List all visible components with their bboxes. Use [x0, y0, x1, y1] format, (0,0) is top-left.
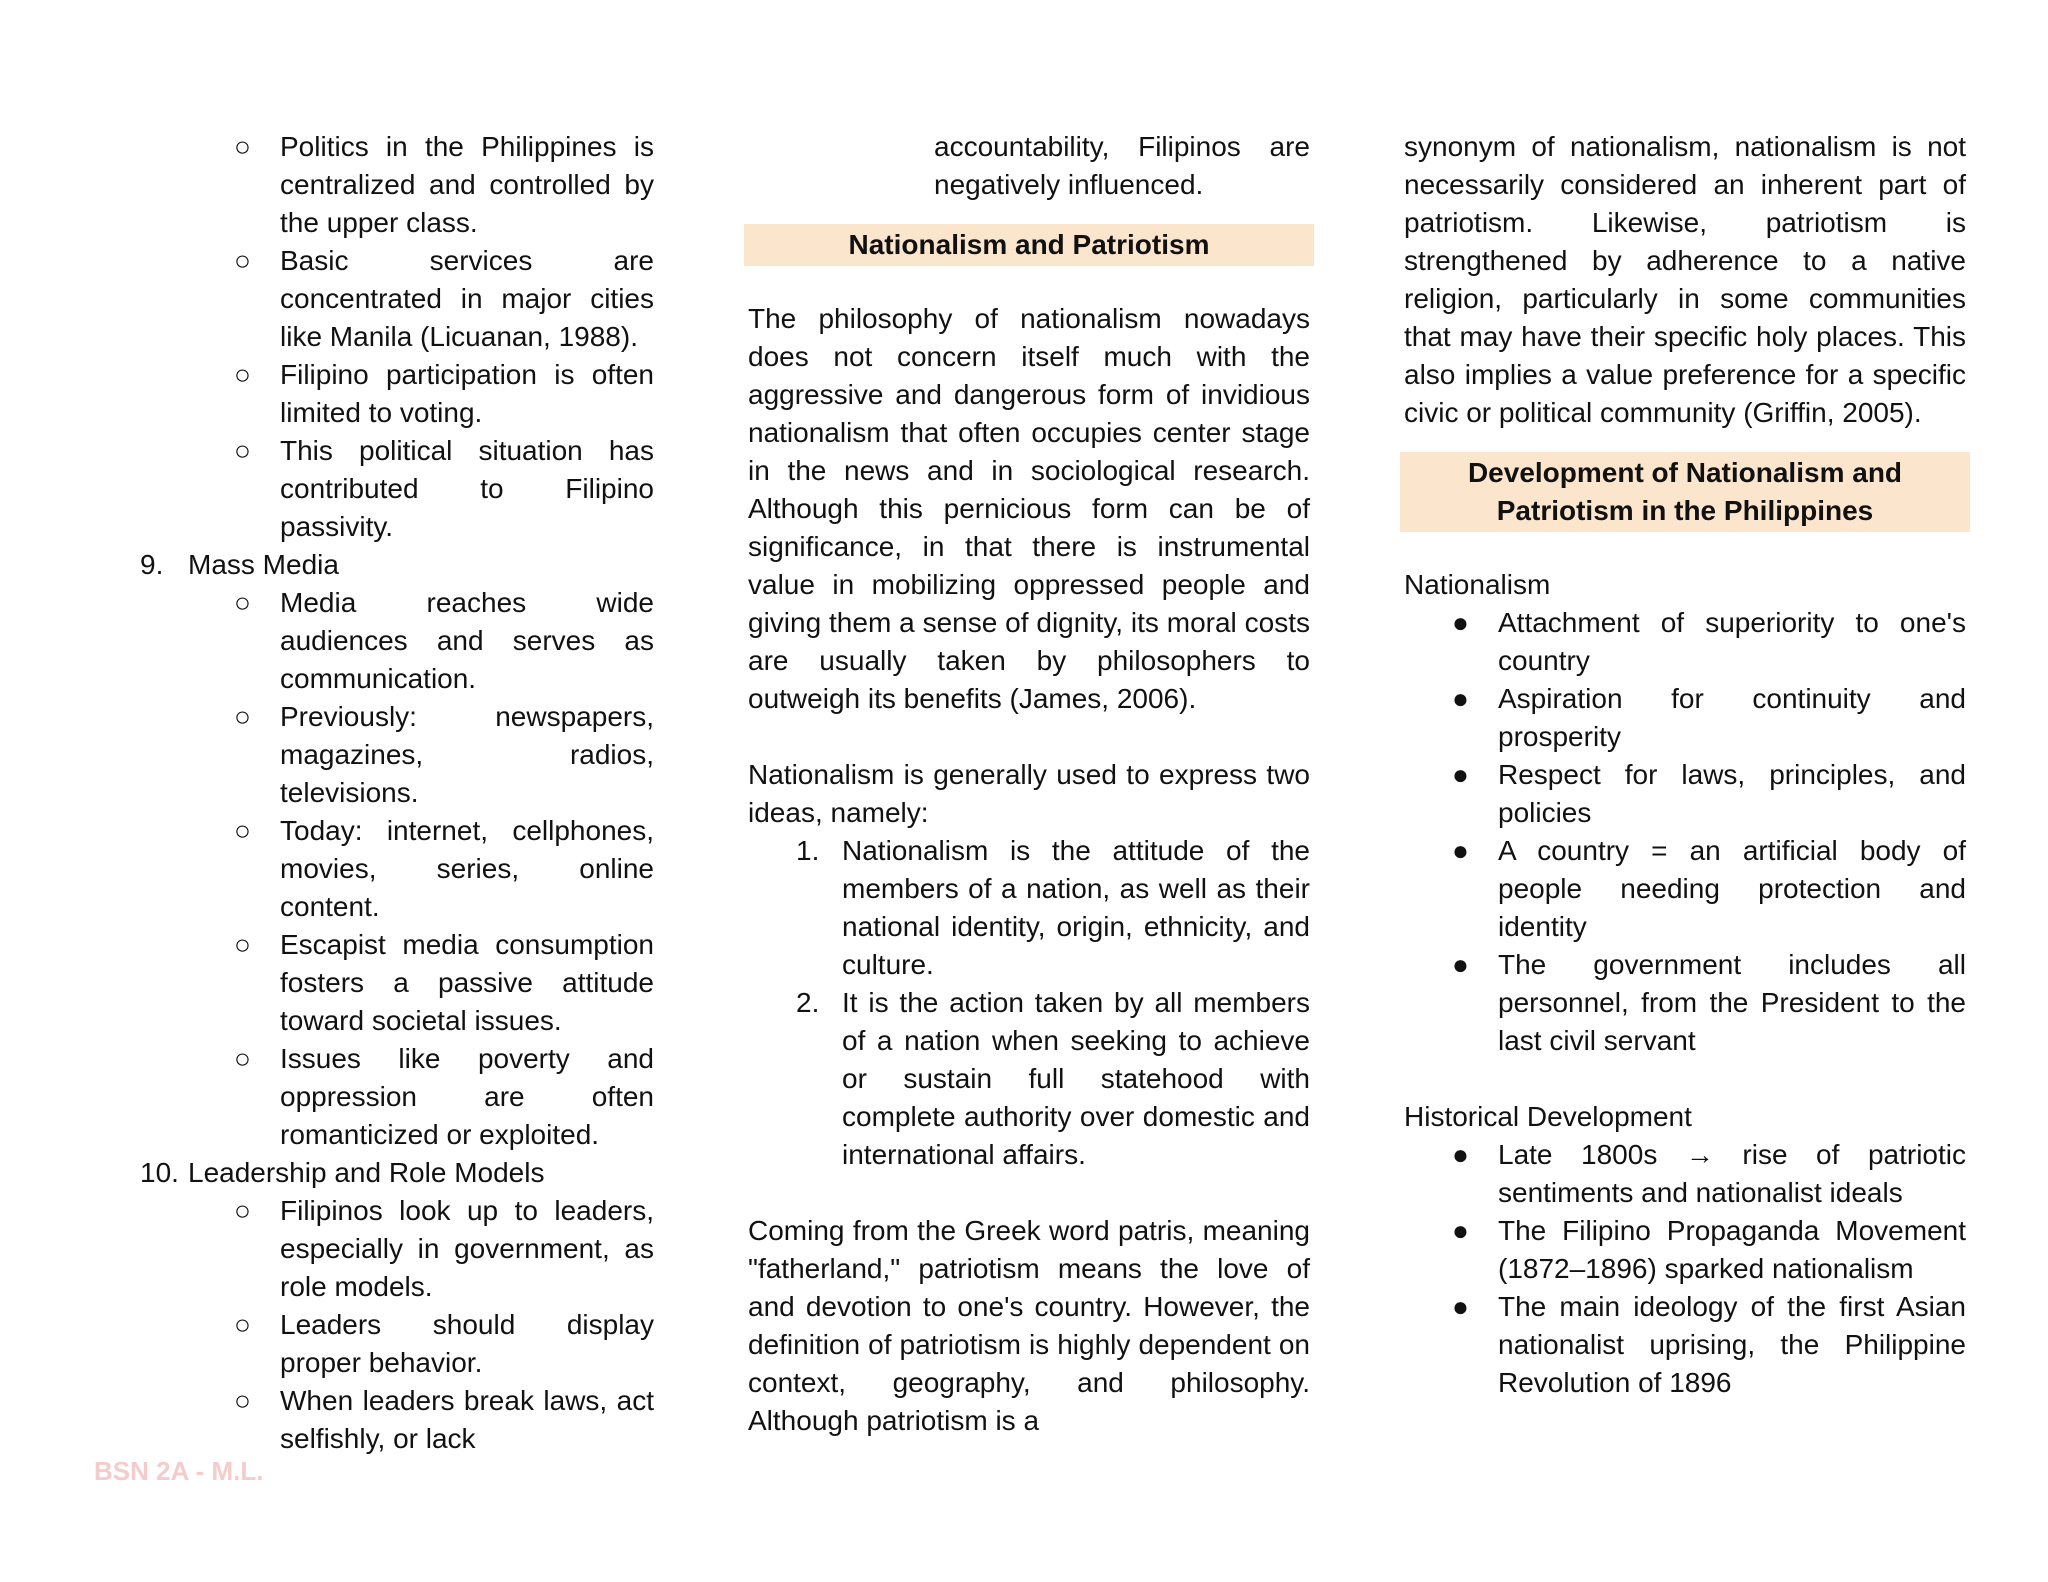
paragraph: Coming from the Greek word patris, meaning "fatherland," patriotism means the love of and devotion to one's country. However, the definition of patriotism is highly dependent on context, geography, and philosophy. Although patriotism is a [748, 1215, 1310, 1436]
subheading: Nationalism [1404, 569, 1551, 600]
list-item [140, 1306, 654, 1382]
hollow-bullet-icon: ○ [234, 245, 251, 276]
list-item [140, 698, 654, 812]
list-item-text: Late 1800s → rise of patriotic sentiments and nationalist ideals [1498, 1139, 1966, 1208]
list-item [1404, 604, 1966, 680]
list-item-text: The main ideology of the first Asian nationalist uprising, the Philippine Revolution of 1896 [1498, 1291, 1966, 1398]
continuation-text: accountability, Filipinos are negatively influenced. [934, 131, 1310, 200]
list-item-text: Filipinos look up to leaders, especially in government, as role models. [280, 1195, 654, 1302]
numbered-item-mass-media [140, 546, 654, 584]
list-item [1404, 946, 1966, 1060]
list-item [140, 1192, 654, 1306]
list-item [140, 1382, 654, 1458]
column-left [140, 128, 654, 1458]
hollow-bullet-icon: ○ [234, 1385, 251, 1416]
column-right [1404, 128, 1966, 1402]
list-item [140, 584, 654, 698]
list-item-text: Nationalism is the attitude of the members of a nation, as well as their national identity, origin, ethnicity, and culture. [842, 835, 1310, 980]
list-item-label: Leadership and Role Models [188, 1157, 545, 1188]
paragraph: synonym of nationalism, nationalism is not necessarily considered an inherent part of patriotism. Likewise, patriotism is strengthened by adherence to a native religion, particularly in some communities that may have their specific holy places. This also implies a value preference for a specific civic or political community (Griffin, 2005). [1404, 131, 1966, 428]
hollow-bullet-icon: ○ [234, 587, 251, 618]
list-item-text: Filipino participation is often limited to voting. [280, 359, 654, 428]
subheading: Historical Development [1404, 1101, 1692, 1132]
list-item-text: Attachment of superiority to one's country [1498, 607, 1966, 676]
list-item-text: The Filipino Propaganda Movement (1872–1896) sparked nationalism [1498, 1215, 1966, 1284]
list-item [140, 812, 654, 926]
footer-watermark: BSN 2A - M.L. [94, 1456, 264, 1486]
bullet-icon: ● [1452, 683, 1469, 714]
list-item-text: Politics in the Philippines is centralized and controlled by the upper class. [280, 131, 654, 238]
list-item [140, 432, 654, 546]
hollow-bullet-icon: ○ [234, 1309, 251, 1340]
heading-line: Patriotism in the Philippines [1496, 495, 1874, 526]
list-item [140, 128, 654, 242]
list-item-text: Aspiration for continuity and prosperity [1498, 683, 1966, 752]
numbered-list-item [748, 832, 1310, 984]
list-item-text: Today: internet, cellphones, movies, series, online content. [280, 815, 654, 922]
hollow-bullet-icon: ○ [234, 359, 251, 390]
column-middle [748, 128, 1310, 1440]
list-item-text: Leaders should display proper behavior. [280, 1309, 654, 1378]
hollow-bullet-icon: ○ [234, 929, 251, 960]
hollow-bullet-icon: ○ [234, 701, 251, 732]
numbered-item-leadership [140, 1154, 654, 1192]
list-item-label: Mass Media [188, 549, 339, 580]
list-item [1404, 1212, 1966, 1288]
list-item-text: Basic services are concentrated in major cities like Manila (Licuanan, 1988). [280, 245, 654, 352]
bullet-icon: ● [1452, 759, 1469, 790]
section-heading: Nationalism and Patriotism [744, 224, 1314, 266]
list-item [140, 242, 654, 356]
section-heading [1400, 452, 1970, 532]
bullet-icon: ● [1452, 835, 1469, 866]
heading-line: Development of Nationalism and [1467, 457, 1903, 488]
list-item-text: A country = an artificial body of people needing protection and identity [1498, 835, 1966, 942]
bullet-icon: ● [1452, 949, 1469, 980]
list-item [140, 926, 654, 1040]
list-item-text: Respect for laws, principles, and policies [1498, 759, 1966, 828]
paragraph: The philosophy of nationalism nowadays does not concern itself much with the aggressive and dangerous form of invidious nationalism that often occupies center stage in the news and in sociological research. Although this pernicious form can be of significance, in that there is instrumental value in mobilizing oppressed people and giving them a sense of dignity, its moral costs are usually taken by philosophers to outweigh its benefits (James, 2006). [748, 303, 1310, 714]
list-item [1404, 680, 1966, 756]
hollow-bullet-icon: ○ [234, 435, 251, 466]
list-item-text: Media reaches wide audiences and serves as communication. [280, 587, 654, 694]
list-item [1404, 832, 1966, 946]
bullet-icon: ● [1452, 1139, 1469, 1170]
list-item [1404, 756, 1966, 832]
list-item-text: It is the action taken by all members of a nation when seeking to achieve or sustain full statehood with complete authority over domestic and international affairs. [842, 987, 1310, 1170]
hollow-bullet-icon: ○ [234, 815, 251, 846]
hollow-bullet-icon: ○ [234, 1043, 251, 1074]
list-number: 2. [796, 987, 820, 1018]
numbered-list-item [748, 984, 1310, 1174]
list-number: 1. [796, 835, 820, 866]
list-item-text: Escapist media consumption fosters a passive attitude toward societal issues. [280, 929, 654, 1036]
list-item-text: When leaders break laws, act selfishly, or lack [280, 1385, 654, 1454]
bullet-icon: ● [1452, 1215, 1469, 1246]
list-item [140, 1040, 654, 1154]
list-item [140, 356, 654, 432]
list-item [1404, 1288, 1966, 1402]
hollow-bullet-icon: ○ [234, 131, 251, 162]
bullet-icon: ● [1452, 607, 1469, 638]
list-item-text: This political situation has contributed to Filipino passivity. [280, 435, 654, 542]
bullet-icon: ● [1452, 1291, 1469, 1322]
list-item-text: The government includes all personnel, from the President to the last civil servant [1498, 949, 1966, 1056]
list-number: 10. [140, 1157, 179, 1188]
list-item-text: Previously: newspapers, magazines, radios, televisions. [280, 701, 654, 808]
list-number: 9. [140, 549, 164, 580]
hollow-bullet-icon: ○ [234, 1195, 251, 1226]
paragraph: Nationalism is generally used to express two ideas, namely: [748, 759, 1310, 828]
list-item [1404, 1136, 1966, 1212]
list-item-text: Issues like poverty and oppression are often romanticized or exploited. [280, 1043, 654, 1150]
